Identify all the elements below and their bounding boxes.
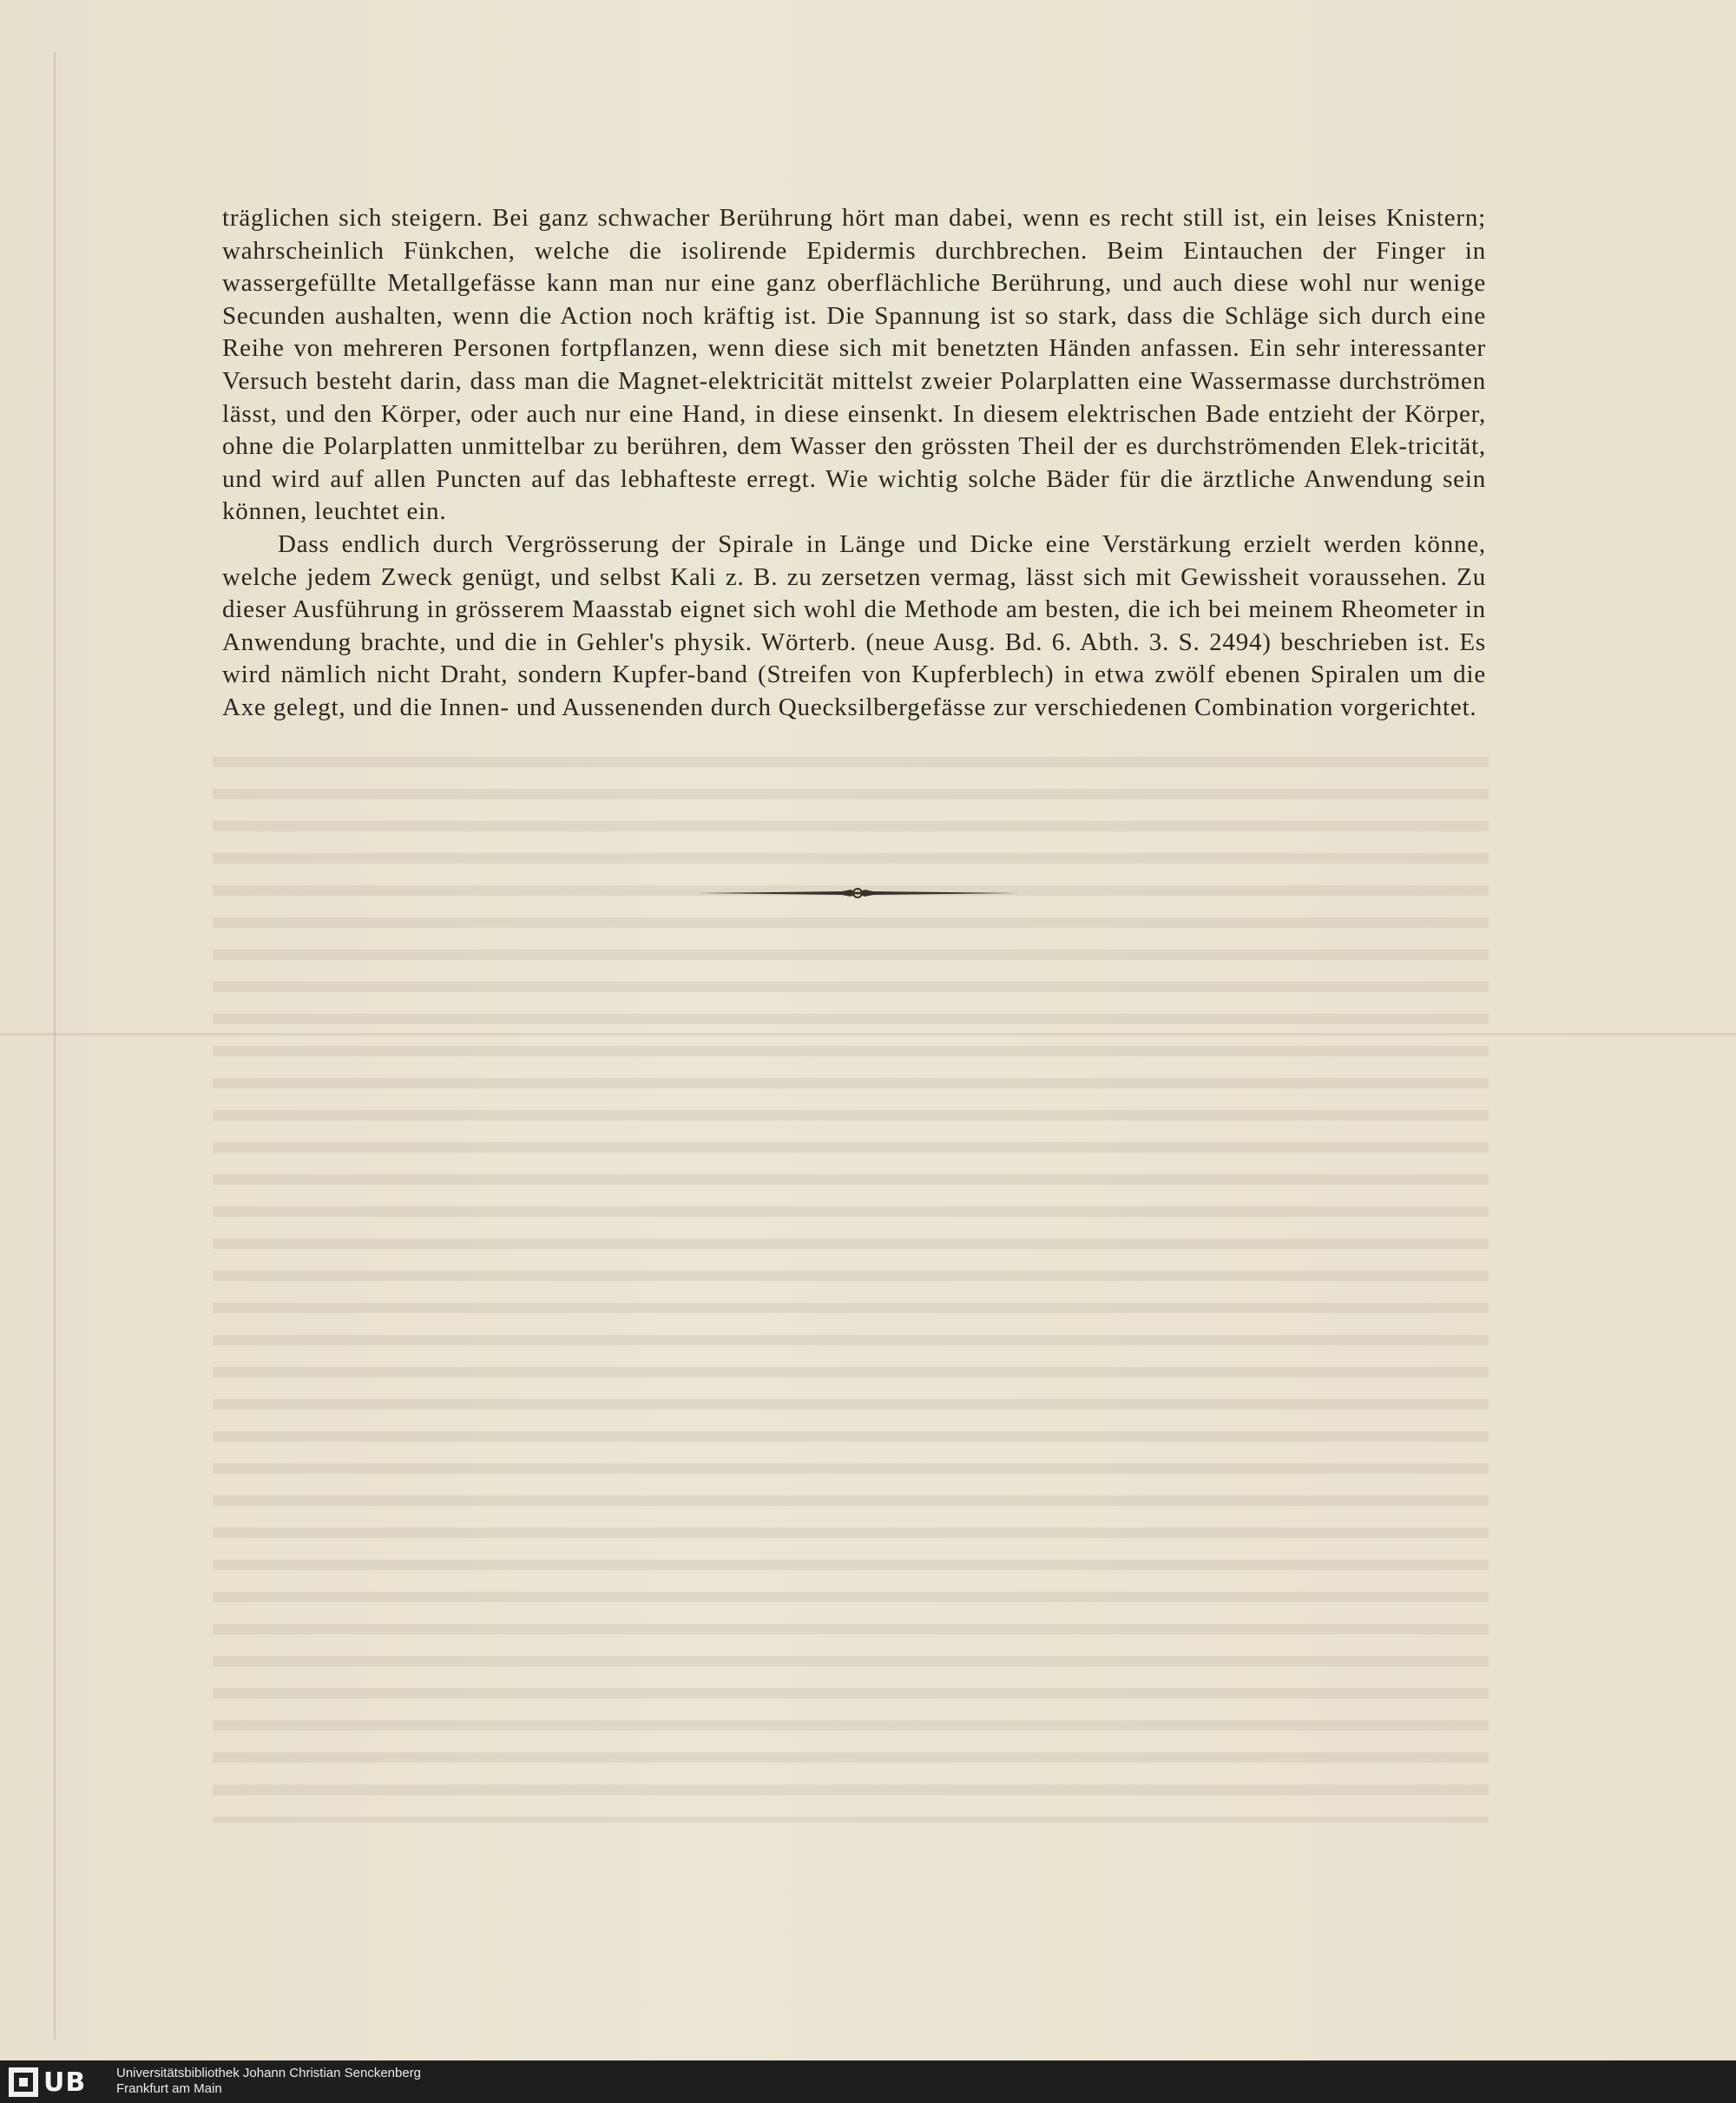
footer-credit	[116, 2066, 421, 2097]
ornament-rule	[694, 884, 1021, 903]
footer-library-name: Universitätsbibliothek Johann Christian Senckenberg	[116, 2066, 422, 2080]
ub-logo-icon	[9, 2067, 38, 2097]
footer-city: Frankfurt am Main	[116, 2081, 222, 2096]
page-edge-line	[54, 52, 56, 2040]
paragraph-1: träglichen sich steigern. Bei ganz schwacher Berührung hört man dabei, wenn es recht still ist, ein leises Knistern; wahrscheinlich Fünkchen, welche die isolirende Epidermis durchbrechen. Beim Eintauchen der Finger in wassergefüllte Metallgefässe kann man nur eine ganz oberflächliche Berührung, und auch diese wohl nur wenige Secunden aushalten, wenn die Action noch kräftig ist. Die Spannung ist so stark, dass die Schläge sich durch eine Reihe von mehreren Personen fortpflanzen, wenn diese sich mit benetzten Händen anfassen. Ein sehr interessanter Versuch besteht darin, dass man die Magnet-elektricität mittelst zweier Polarplatten eine Wassermasse durchströmen lässt, und den Körper, oder auch nur eine Hand, in diese einsenkt. In diesem elektrischen Bade entzieht der Körper, ohne die Polarplatten unmittelbar zu berühren, dem Wasser den grössten Theil der es durchströmenden Elek-tricität, und wird auf allen Puncten auf das lebhafteste erregt. Wie wichtig solche Bäder für die ärztliche Anwendung sein können, leuchtet ein.	[222, 204, 1486, 526]
ub-logo	[9, 2067, 86, 2097]
show-through-text	[213, 746, 1489, 1823]
paragraph-2: Dass endlich durch Vergrösserung der Spirale in Länge und Dicke eine Verstärkung erzielt werden könne, welche jedem Zweck genügt, und selbst Kali z. B. zu zersetzen vermag, lässt sich mit Gewissheit voraussehen. Zu dieser Ausführung in grösserem Maasstab eignet sich wohl die Methode am besten, die ich bei meinem Rheometer in Anwendung brachte, und die in Gehler's physik. Wörterb. (neue Ausg. Bd. 6. Abth. 3. S. 2494) beschrieben ist. Es wird nämlich nicht Draht, sondern Kupfer-band (Streifen von Kupferblech) in etwa zwölf ebenen Spiralen um die Axe gelegt, und die Innen- und Aussenenden durch Quecksilbergefässe zur verschiedenen Combination vorgerichtet.	[222, 529, 1486, 721]
body-text	[222, 202, 1486, 725]
ub-logo-text: UB	[43, 2067, 87, 2098]
library-footer	[0, 2060, 1736, 2103]
